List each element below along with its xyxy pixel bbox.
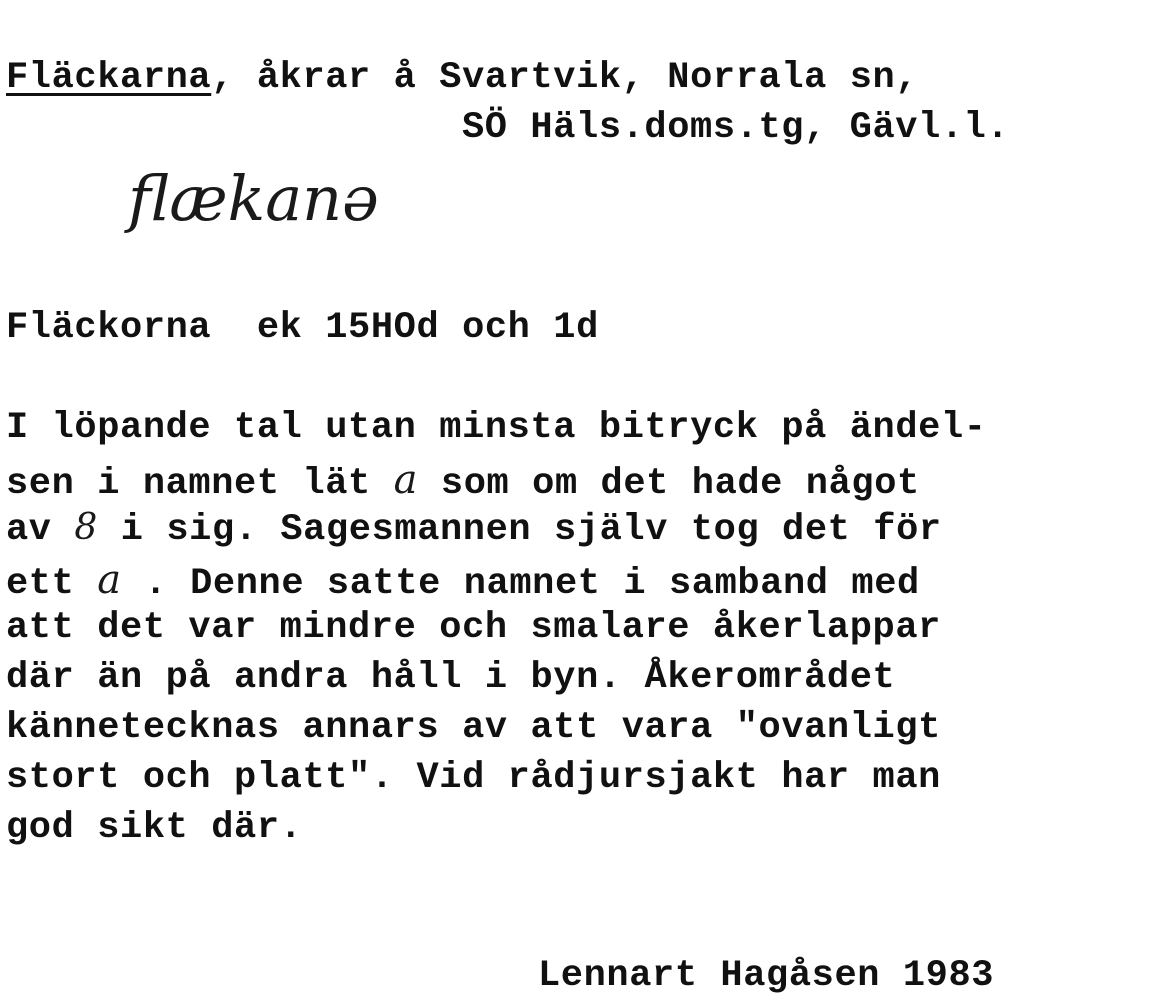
body-line-3: av 8 i sig. Sagesmannen själv tog det för xyxy=(6,507,942,551)
header-location: , åkrar å Svartvik, Norrala sn, xyxy=(211,57,919,99)
body-line-6: där än på andra håll i byn. Åkerområdet xyxy=(6,657,896,699)
body-line-8: stort och platt". Vid rådjursjakt har man xyxy=(6,757,941,799)
record-line: Fläckorna ek 15HOd och 1d xyxy=(6,307,599,349)
body-line-1: I löpande tal utan minsta bitryck på ändel- xyxy=(6,407,987,449)
body-line-7: kännetecknas annars av att vara "ovanligt xyxy=(6,707,941,749)
handwritten-a: a xyxy=(97,557,122,603)
signature: Lennart Hagåsen 1983 xyxy=(538,955,995,997)
handwritten-a: a xyxy=(393,457,419,503)
phonetic-transcription: flækanə xyxy=(128,162,379,235)
body-line-9: god sikt där. xyxy=(6,807,303,849)
headword: Fläckarna xyxy=(6,57,212,99)
handwritten-8: 8 xyxy=(74,507,98,548)
body-line-4: ett a . Denne satte namnet i samband med xyxy=(6,557,920,605)
body-line-5: att det var mindre och smalare åkerlappar xyxy=(6,607,941,649)
body-line-2: sen i namnet lät a som om det hade något xyxy=(6,457,920,505)
header-line-1 xyxy=(6,57,919,99)
header-line-2: SÖ Häls.doms.tg, Gävl.l. xyxy=(462,107,1010,149)
